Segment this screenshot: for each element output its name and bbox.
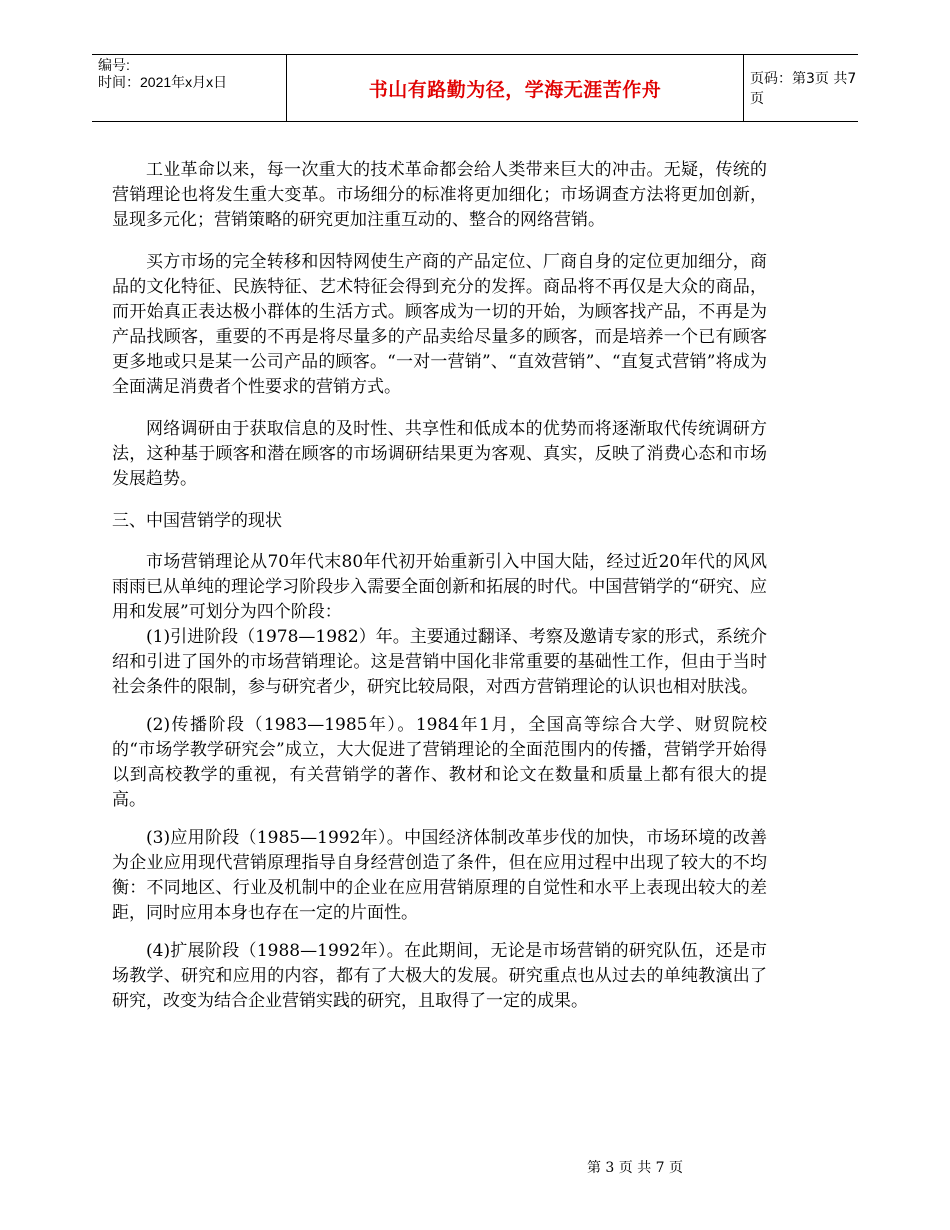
phase-item: (3)应用阶段（1985—1992年）。中国经济体制改革步伐的加快，市场环境的改善为企业应用现代营销原理指导自身经营创造了条件，但在应用过程中出现了较大的不均衡：不同地区、行业及机制中的企业在应用营销原理的自觉性和水平上表现出较大的差距，同时应用本身也存在一定的片面性。 [112,828,767,923]
body-paragraph: 工业革命以来，每一次重大的技术革命都会给人类带来巨大的冲击。无疑，传统的营销理论也将发生重大变革。市场细分的标准将更加细化；市场调查方法将更加创新，显现多元化；营销策略的研究更加注重互动的、整合的网络营销。 [112,160,767,230]
header-meta [92,55,286,123]
section-intro: 市场营销理论从70年代末80年代初开始重新引入中国大陆，经过近20年代的风风雨雨已从单纯的理论学习阶段步入需要全面创新和拓展的时代。中国营销学的“研究、应用和发展”可划分为四个阶段： [112,552,767,622]
header-motto: 书山有路勤为径，学海无涯苦作舟 [368,78,662,101]
document-number-label: 编号: [98,57,130,73]
phase-item: (2)传播阶段（1983—1985年）。1984年1月，全国高等综合大学、财贸院校的“市场学教学研究会”成立，大大促进了营销理论的全面范围内的传播，营销学开始得以到高校教学的重视，有关营销学的著作、教材和论文在数量和质量上都有很大的提高。 [112,715,767,810]
header-motto-cell [286,55,744,121]
section-heading: 三、中国营销学的现状 [112,511,282,531]
body-paragraph: 网络调研由于获取信息的及时性、共享性和低成本的优势而将逐渐取代传统调研方法，这种基于顾客和潜在顾客的市场调研结果更为客观、真实，反映了消费心态和市场发展趋势。 [112,419,767,489]
page-header [92,54,858,122]
phase-item: (4)扩展阶段（1988—1992年）。在此期间，无论是市场营销的研究队伍，还是市场教学、研究和应用的内容，都有了大极大的发展。研究重点也从过去的单纯教演出了研究，改变为结合企业营销实践的研究，且取得了一定的成果。 [112,941,767,1011]
phase-item: (1)引进阶段（1978—1982）年。主要通过翻译、考察及邀请专家的形式，系统介绍和引进了国外的市场营销理论。这是营销中国化非常重要的基础性工作，但由于当时社会条件的限制，参与研究者少，研究比较局限，对西方营销理论的认识也相对肤浅。 [112,627,767,697]
document-time-label: 时间：2021年x月x日 [98,74,228,90]
body-paragraph: 买方市场的完全转移和因特网使生产商的产品定位、厂商自身的定位更加细分，商品的文化特征、民族特征、艺术特征会得到充分的发挥。商品将不再仅是大众的商品，而开始真正表达极小群体的生活方式。顾客成为一切的开始，为顾客找产品，不再是为产品找顾客，重要的不再是将尽量多的产品卖给尽量多的顾客，而是培养一个已有顾客更多地或只是某一公司产品的顾客。“一对一营销”、“直效营销”、“直复式营销”将成为全面满足消费者个性要求的营销方式。 [112,252,767,397]
page-footer: 第 3 页 共 7 页 [586,1160,684,1176]
document-body [112,158,767,1027]
header-page-info: 页码：第3页 共7页 [750,71,857,107]
